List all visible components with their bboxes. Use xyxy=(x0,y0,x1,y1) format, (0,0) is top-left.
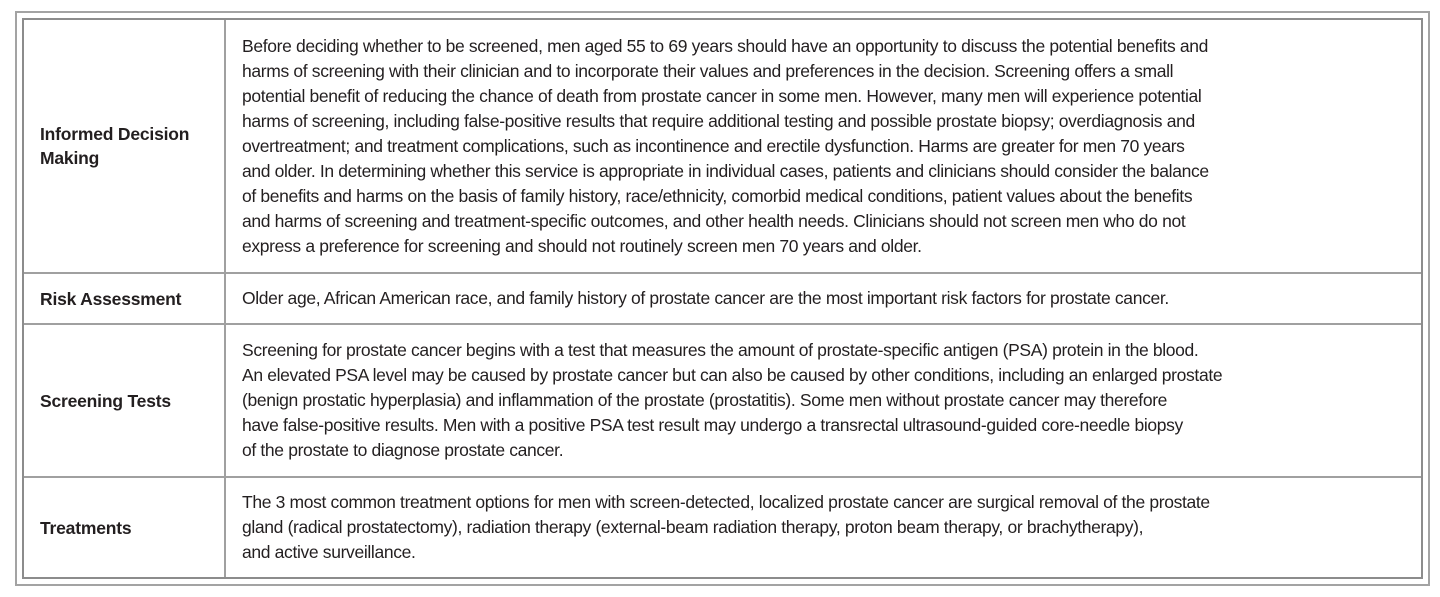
row-label xyxy=(24,274,224,323)
table-row-treatments xyxy=(24,478,1421,577)
table-row-risk-assessment xyxy=(24,274,1421,325)
description-line: Screening for prostate cancer begins with a test that measures the amount of prostate-specific antigen (PSA) protein in the blood. xyxy=(242,340,1199,360)
row-label xyxy=(24,20,224,272)
recommendation-table xyxy=(22,18,1423,579)
description-line: harms of screening, including false-positive results that require additional testing and possible prostate biopsy; overdiagnosis and xyxy=(242,110,1195,131)
row-description xyxy=(242,274,1411,323)
description-line: An elevated PSA level may be caused by prostate cancer but can also be caused by other conditions, including an enlarged prostate xyxy=(242,365,1223,385)
row-label-line: Making xyxy=(40,148,100,168)
description-line: of the prostate to diagnose prostate cancer. xyxy=(242,440,564,460)
description-line: express a preference for screening and should not routinely screen men 70 years and older. xyxy=(242,235,922,256)
column-divider xyxy=(224,274,226,323)
row-label xyxy=(24,478,224,577)
row-label-line: Informed Decision xyxy=(40,124,190,144)
description-line: and harms of screening and treatment-specific outcomes, and other health needs. Clinicians should not screen men who do not xyxy=(242,210,1186,231)
description-line: harms of screening with their clinician and to incorporate their values and preferences in the decision. Screening offers a small xyxy=(242,60,1174,81)
row-label-line: Screening Tests xyxy=(40,390,171,411)
description-line: of benefits and harms on the basis of family history, race/ethnicity, comorbid medical conditions, patient values about the benefits xyxy=(242,185,1193,206)
row-description xyxy=(242,478,1411,577)
column-divider xyxy=(224,20,226,272)
row-label-line: Treatments xyxy=(40,517,132,538)
column-divider xyxy=(224,325,226,476)
row-label-line: Risk Assessment xyxy=(40,288,182,309)
description-line: Older age, African American race, and family history of prostate cancer are the most important risk factors for prostate cancer. xyxy=(242,288,1169,308)
table-row-screening-tests xyxy=(24,325,1421,478)
row-label xyxy=(24,325,224,476)
description-line: Before deciding whether to be screened, men aged 55 to 69 years should have an opportunity to discuss the potential benefits and xyxy=(242,35,1209,56)
description-line: and older. In determining whether this service is appropriate in individual cases, patients and clinicians should consider the balance xyxy=(242,160,1209,181)
description-line: have false-positive results. Men with a positive PSA test result may undergo a transrectal ultrasound-guided core-needle biopsy xyxy=(242,415,1183,435)
description-line: overtreatment; and treatment complications, such as incontinence and erectile dysfunction. Harms are greater for men 70 years xyxy=(242,135,1185,156)
table-row-informed-decision-making xyxy=(24,20,1421,274)
description-line: The 3 most common treatment options for men with screen-detected, localized prostate cancer are surgical removal of the prostate xyxy=(242,492,1210,512)
row-description xyxy=(242,325,1411,476)
description-line: gland (radical prostatectomy), radiation therapy (external-beam radiation therapy, proton beam therapy, or brachytherapy), xyxy=(242,517,1144,537)
description-line: and active surveillance. xyxy=(242,542,416,562)
column-divider xyxy=(224,478,226,577)
description-line: potential benefit of reducing the chance of death from prostate cancer in some men. However, many men will experience potential xyxy=(242,85,1202,106)
row-description xyxy=(242,20,1411,272)
description-line: (benign prostatic hyperplasia) and inflammation of the prostate (prostatitis). Some men without prostate cancer may therefore xyxy=(242,390,1168,410)
